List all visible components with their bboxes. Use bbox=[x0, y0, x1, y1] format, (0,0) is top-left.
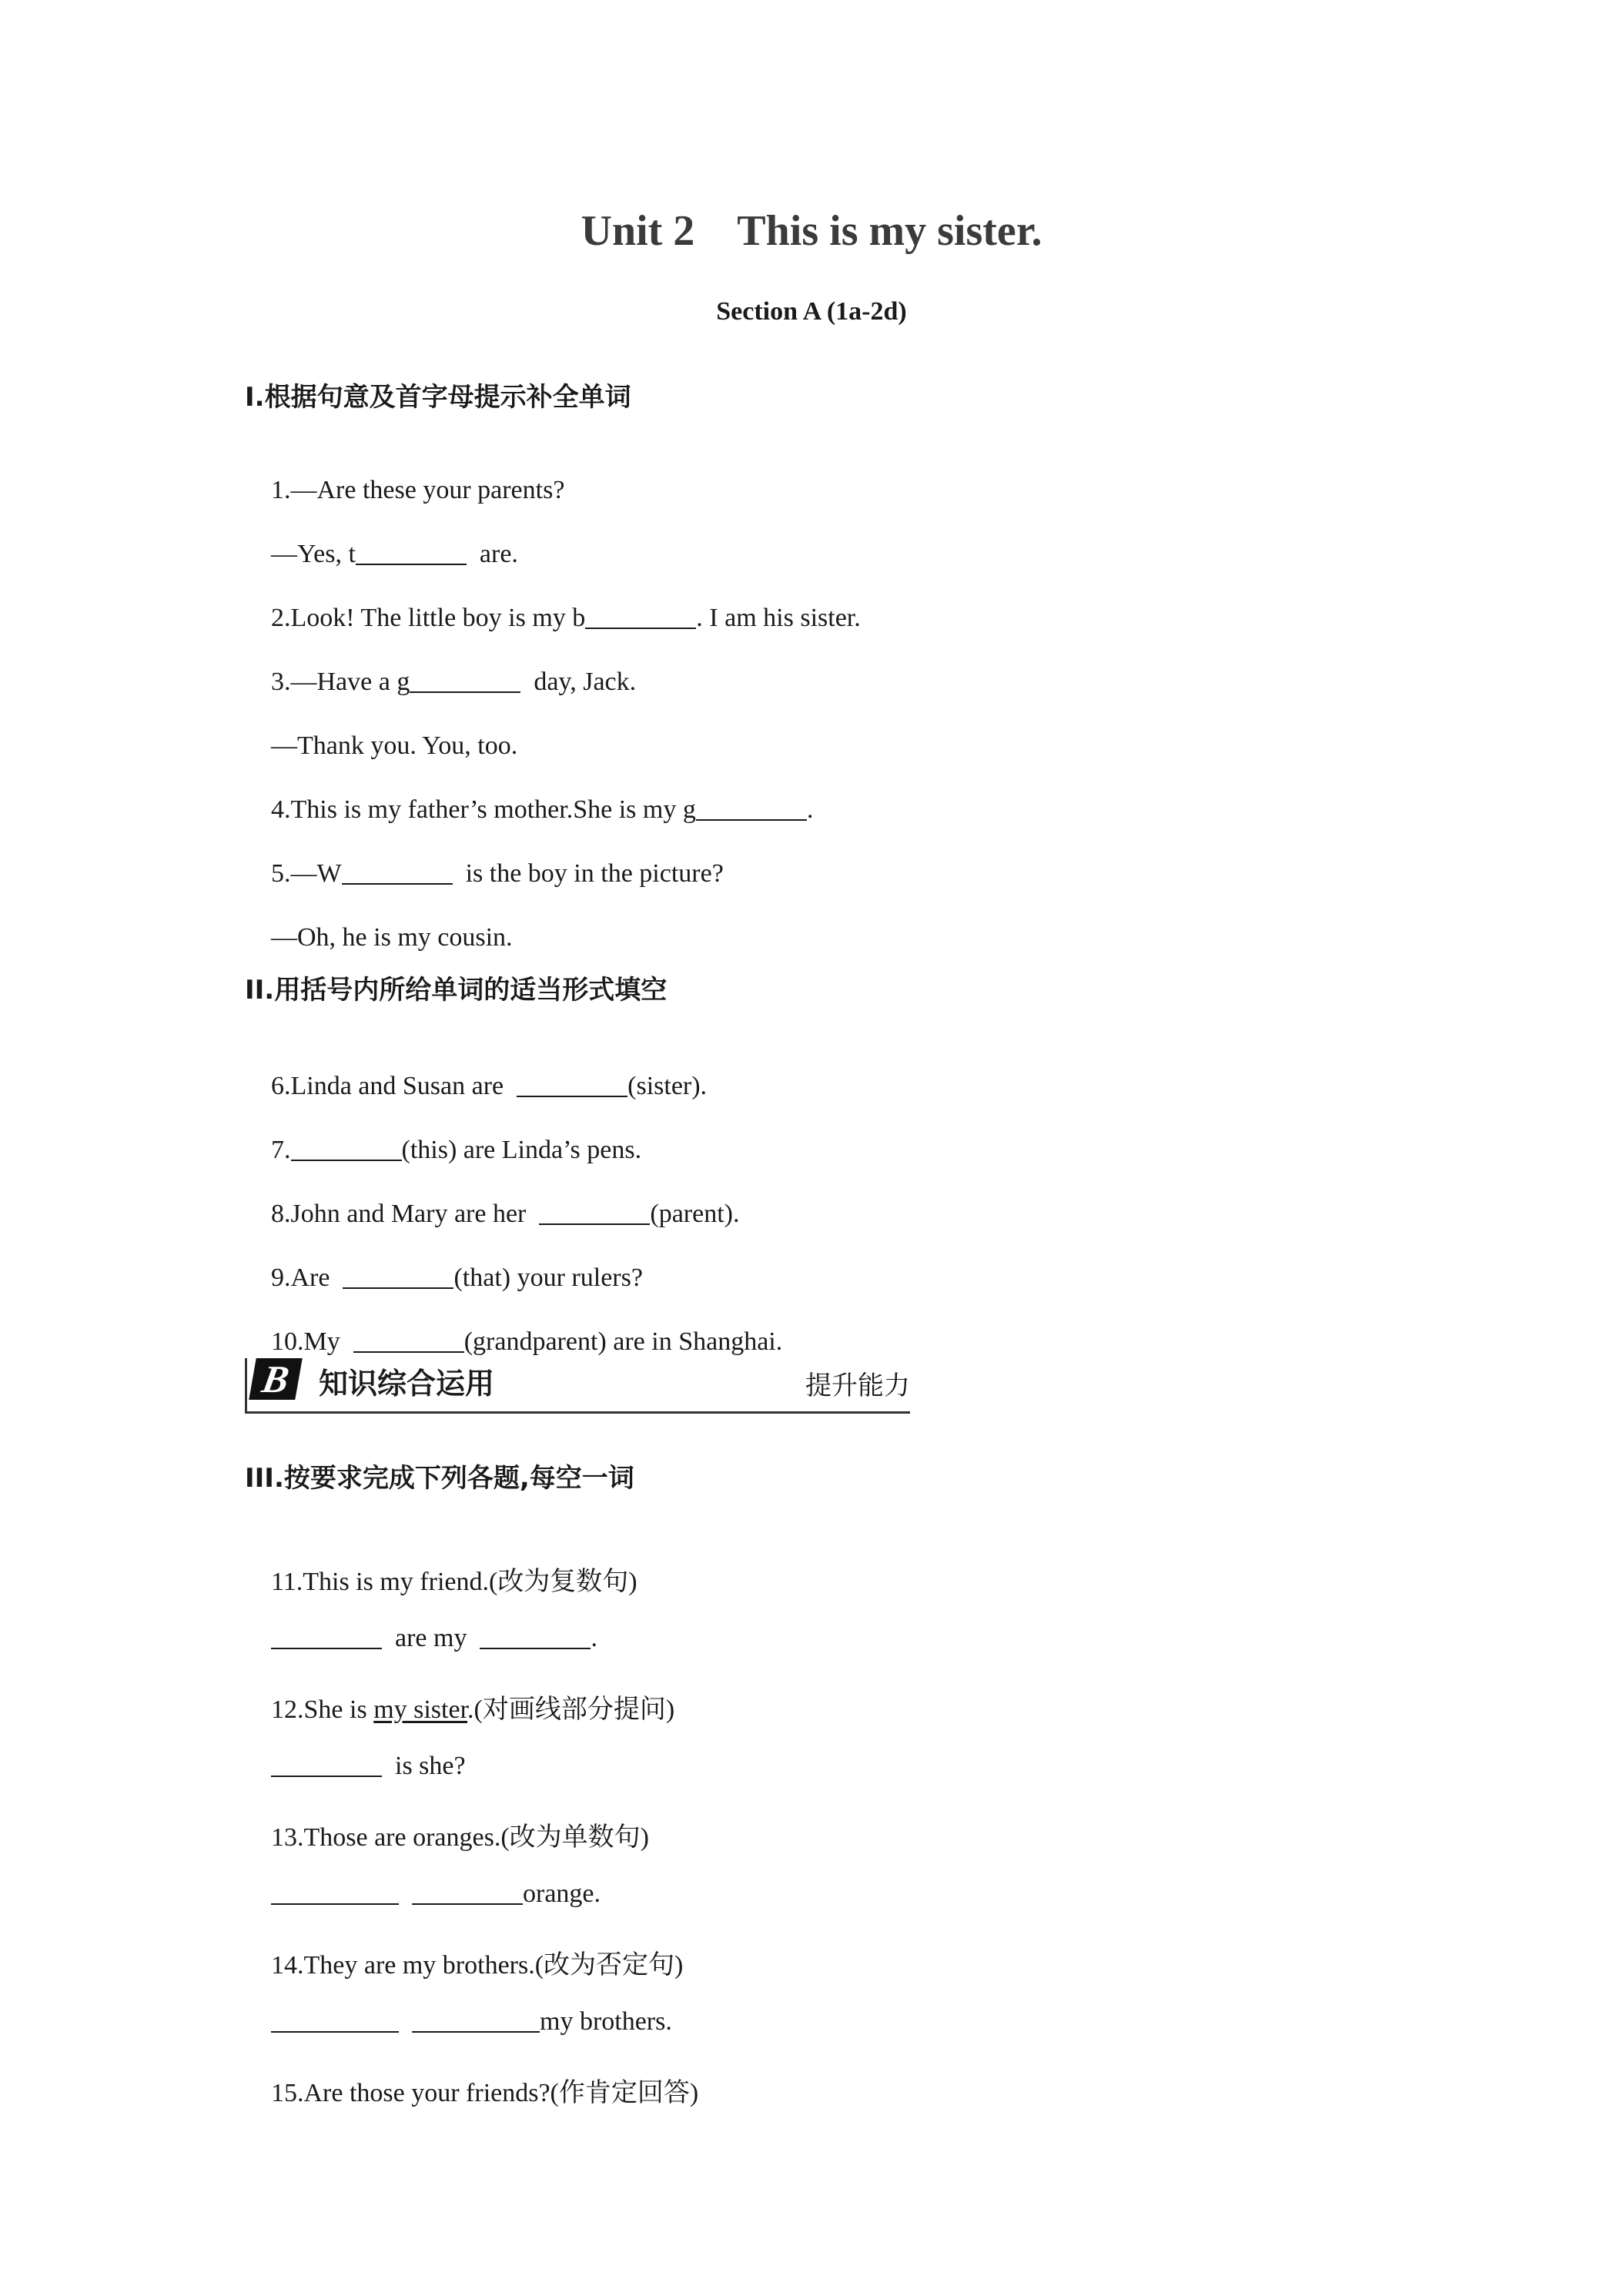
question-text: orange. bbox=[523, 1879, 601, 1908]
answer-blank[interactable] bbox=[480, 1625, 591, 1649]
question-text: —Yes, t bbox=[271, 540, 356, 568]
question-text: 13.Those are oranges.(改为单数句) bbox=[271, 1823, 649, 1852]
b-badge-icon: B bbox=[249, 1358, 303, 1400]
question-text: 8.John and Mary are her bbox=[271, 1200, 540, 1228]
question-text: are. bbox=[466, 540, 518, 568]
part2-heading: II.用括号内所给单词的适当形式填空 bbox=[245, 975, 668, 1006]
question-text: my brothers. bbox=[540, 2007, 672, 2036]
question-text: 3.—Have a g bbox=[271, 668, 410, 696]
banner-title: 知识综合运用 bbox=[319, 1367, 495, 1401]
question-text: .(对画线部分提问) bbox=[467, 1695, 675, 1724]
question-text: 6.Linda and Susan are bbox=[271, 1072, 517, 1100]
question-text: 11.This is my friend.(改为复数句) bbox=[271, 1568, 637, 1596]
answer-blank[interactable] bbox=[356, 541, 467, 565]
answer-blank[interactable] bbox=[539, 1200, 650, 1225]
section-subtitle: Section A (1a-2d) bbox=[716, 297, 907, 326]
section-b-banner bbox=[245, 1355, 910, 1414]
answer-blank[interactable] bbox=[353, 1328, 464, 1353]
answer-blank[interactable] bbox=[585, 604, 696, 629]
question-text: (parent). bbox=[650, 1200, 740, 1228]
answer-blank[interactable] bbox=[291, 1136, 402, 1161]
question-text: day, Jack. bbox=[520, 668, 637, 696]
banner-divider bbox=[245, 1411, 910, 1414]
question-text: . bbox=[806, 795, 814, 824]
question-text: 15.Are those your friends?(作肯定回答) bbox=[271, 2079, 699, 2107]
answer-blank[interactable] bbox=[412, 2008, 540, 2033]
question-text: 14.They are my brothers.(改为否定句) bbox=[271, 1951, 684, 1980]
part3-heading: III.按要求完成下列各题,每空一词 bbox=[245, 1463, 634, 1494]
question-text: (sister). bbox=[627, 1072, 708, 1100]
answer-blank[interactable] bbox=[342, 860, 453, 885]
question-text: 4.This is my father’s mother.She is my g bbox=[271, 795, 696, 824]
question-text: are my bbox=[382, 1624, 480, 1652]
answer-blank[interactable] bbox=[696, 796, 807, 821]
question-15 bbox=[245, 2042, 698, 2138]
answer-blank[interactable] bbox=[412, 1880, 523, 1905]
underlined-text: my sister bbox=[373, 1695, 468, 1724]
answer-blank[interactable] bbox=[343, 1264, 453, 1289]
question-text: 9.Are bbox=[271, 1263, 343, 1292]
question-text: 2.Look! The little boy is my b bbox=[271, 604, 586, 632]
page-title: Unit 2 This is my sister. bbox=[581, 207, 1042, 255]
part1-heading: I.根据句意及首字母提示补全单词 bbox=[245, 382, 631, 413]
question-text bbox=[399, 1879, 412, 1908]
question-text: 5.—W bbox=[271, 859, 342, 888]
answer-blank[interactable] bbox=[517, 1073, 627, 1097]
question-text: —Thank you. You, too. bbox=[271, 731, 518, 760]
question-text: (this) are Linda’s pens. bbox=[401, 1136, 642, 1164]
answer-blank[interactable] bbox=[410, 668, 520, 693]
banner-divider bbox=[245, 1358, 247, 1414]
question-text: is the boy in the picture? bbox=[452, 859, 724, 888]
answer-blank[interactable] bbox=[271, 1625, 382, 1649]
answer-blank[interactable] bbox=[271, 2008, 399, 2033]
question-text: is she? bbox=[382, 1752, 466, 1780]
question-text: (grandparent) are in Shanghai. bbox=[463, 1327, 783, 1356]
question-text: . bbox=[591, 1624, 597, 1652]
question-text: —Oh, he is my cousin. bbox=[271, 923, 513, 952]
banner-tag: 提升能力 bbox=[805, 1371, 910, 1401]
question-text bbox=[399, 2007, 412, 2036]
question-text: 10.My bbox=[271, 1327, 353, 1356]
question-text: . I am his sister. bbox=[696, 604, 861, 632]
answer-blank[interactable] bbox=[271, 1752, 382, 1777]
answer-blank[interactable] bbox=[271, 1880, 399, 1905]
question-text: 12.She is bbox=[271, 1695, 374, 1724]
question-text: 7. bbox=[271, 1136, 291, 1164]
question-text: 1.—Are these your parents? bbox=[271, 476, 565, 504]
question-text: (that) your rulers? bbox=[453, 1263, 643, 1292]
